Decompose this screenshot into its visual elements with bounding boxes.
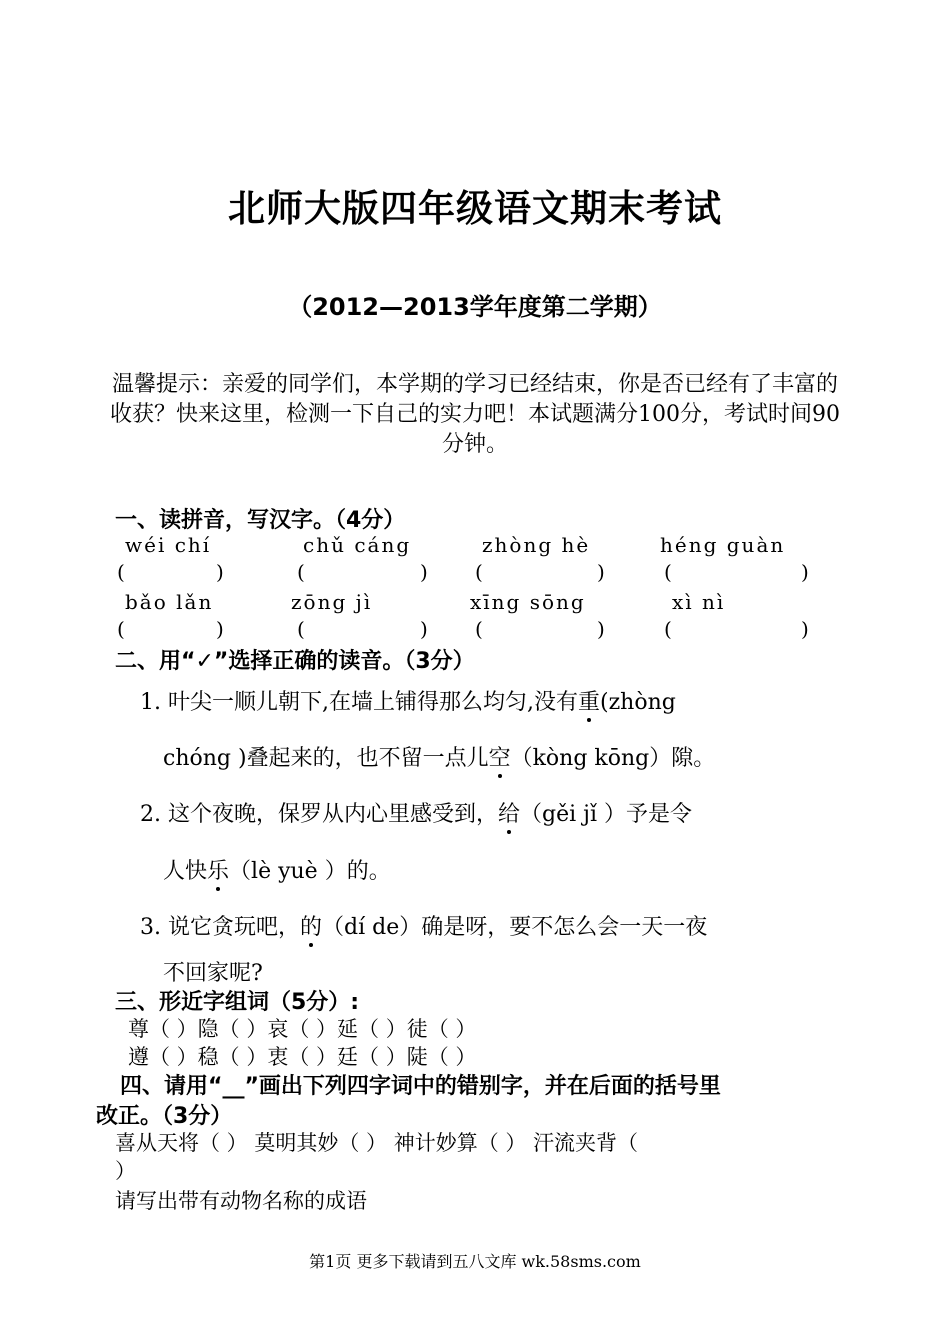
blank-open: ( — [117, 617, 125, 641]
similar-chars-row-2: 遵（ ）稳（ ）衷（ ）廷（ ）陡（ ） — [128, 1045, 477, 1069]
blank-close: ) — [801, 560, 809, 584]
blank-open: ( — [117, 560, 125, 584]
blank-open: ( — [297, 617, 305, 641]
pinyin-item: zōng jì — [291, 590, 373, 614]
question-text: 2. 这个夜晚，保罗从内心里感受到， — [140, 802, 498, 827]
section-2-heading: 二、用“✓”选择正确的读音。（3分） — [115, 649, 475, 674]
question-2-line-2 — [163, 854, 391, 885]
blank-close: ) — [216, 560, 224, 584]
typo-words-line: 喜从天将（ ） 莫明其妙（ ） 神计妙算（ ） 汗流夹背（ — [115, 1131, 639, 1155]
pinyin-item: chǔ cáng — [303, 533, 412, 557]
idiom-prompt: 请写出带有动物名称的成语 — [115, 1189, 367, 1213]
blank-open: ( — [475, 617, 483, 641]
question-text: (zhòng — [600, 690, 676, 715]
pinyin-item: bǎo lǎn — [125, 590, 214, 614]
typo-words-line-cont: ） — [115, 1159, 136, 1183]
page-footer: 第1页 更多下载请到五八文库 wk.58sms.com — [309, 1252, 641, 1271]
question-1-line-2 — [163, 741, 715, 772]
pinyin-item: xì nì — [672, 590, 726, 614]
question-text: （dí de）确是呀，要不怎么会一天一夜 — [322, 915, 708, 940]
question-3-line-2: 不回家呢? — [163, 961, 263, 986]
blank-close: ) — [420, 560, 428, 584]
blank-close: ) — [420, 617, 428, 641]
tip-paragraph: 温馨提示：亲爱的同学们，本学期的学习已经结束，你是否已经有了丰富的收获？快来这里，检测一下自己的实力吧！本试题满分100分，考试时间90分钟。 — [110, 372, 840, 457]
blank-close: ) — [216, 617, 224, 641]
section-4-heading: 四、请用“__”画出下列四字词中的错别字，并在后面的括号里 — [120, 1074, 721, 1099]
blank-open: ( — [664, 617, 672, 641]
question-1-line-1 — [140, 685, 676, 716]
blank-open: ( — [297, 560, 305, 584]
question-text: （kòng kōng）隙。 — [510, 746, 716, 771]
pinyin-item: zhòng hè — [482, 533, 591, 557]
pinyin-item: xīng sōng — [470, 590, 586, 614]
dotted-char: 重 — [578, 685, 600, 716]
question-text: 1. 叶尖一顺儿朝下,在墙上铺得那么均匀,没有 — [140, 690, 578, 715]
dotted-char: 的 — [300, 910, 322, 941]
section-3-heading: 三、形近字组词（5分）: — [115, 990, 360, 1015]
blank-open: ( — [475, 560, 483, 584]
pinyin-item: wéi chí — [125, 533, 212, 557]
blank-open: ( — [664, 560, 672, 584]
blank-close: ) — [801, 617, 809, 641]
dotted-char: 给 — [498, 797, 520, 828]
blank-close: ) — [597, 560, 605, 584]
dotted-char: 乐 — [207, 854, 229, 885]
dotted-char: 空 — [489, 741, 511, 772]
question-text: 人快 — [163, 859, 208, 884]
page-title: 北师大版四年级语文期末考试 — [228, 187, 722, 230]
question-2-line-1 — [140, 797, 692, 828]
section-1-heading: 一、读拼音，写汉字。（4分） — [115, 508, 406, 533]
section-4-heading-cont: 改正。（3分） — [96, 1104, 233, 1129]
pinyin-item: héng guàn — [660, 533, 786, 557]
question-text: （lè yuè ）的。 — [229, 859, 391, 884]
page-subtitle: （2012—2013学年度第二学期） — [288, 293, 662, 321]
question-text: 3. 说它贪玩吧， — [140, 915, 300, 940]
question-3-line-1 — [140, 910, 707, 941]
similar-chars-row-1: 尊（ ）隐（ ）哀（ ）延（ ）徒（ ） — [128, 1017, 477, 1041]
blank-close: ) — [597, 617, 605, 641]
question-text: （gěi jǐ ）予是令 — [520, 802, 692, 827]
question-text: chóng )叠起来的，也不留一点儿 — [163, 746, 489, 771]
